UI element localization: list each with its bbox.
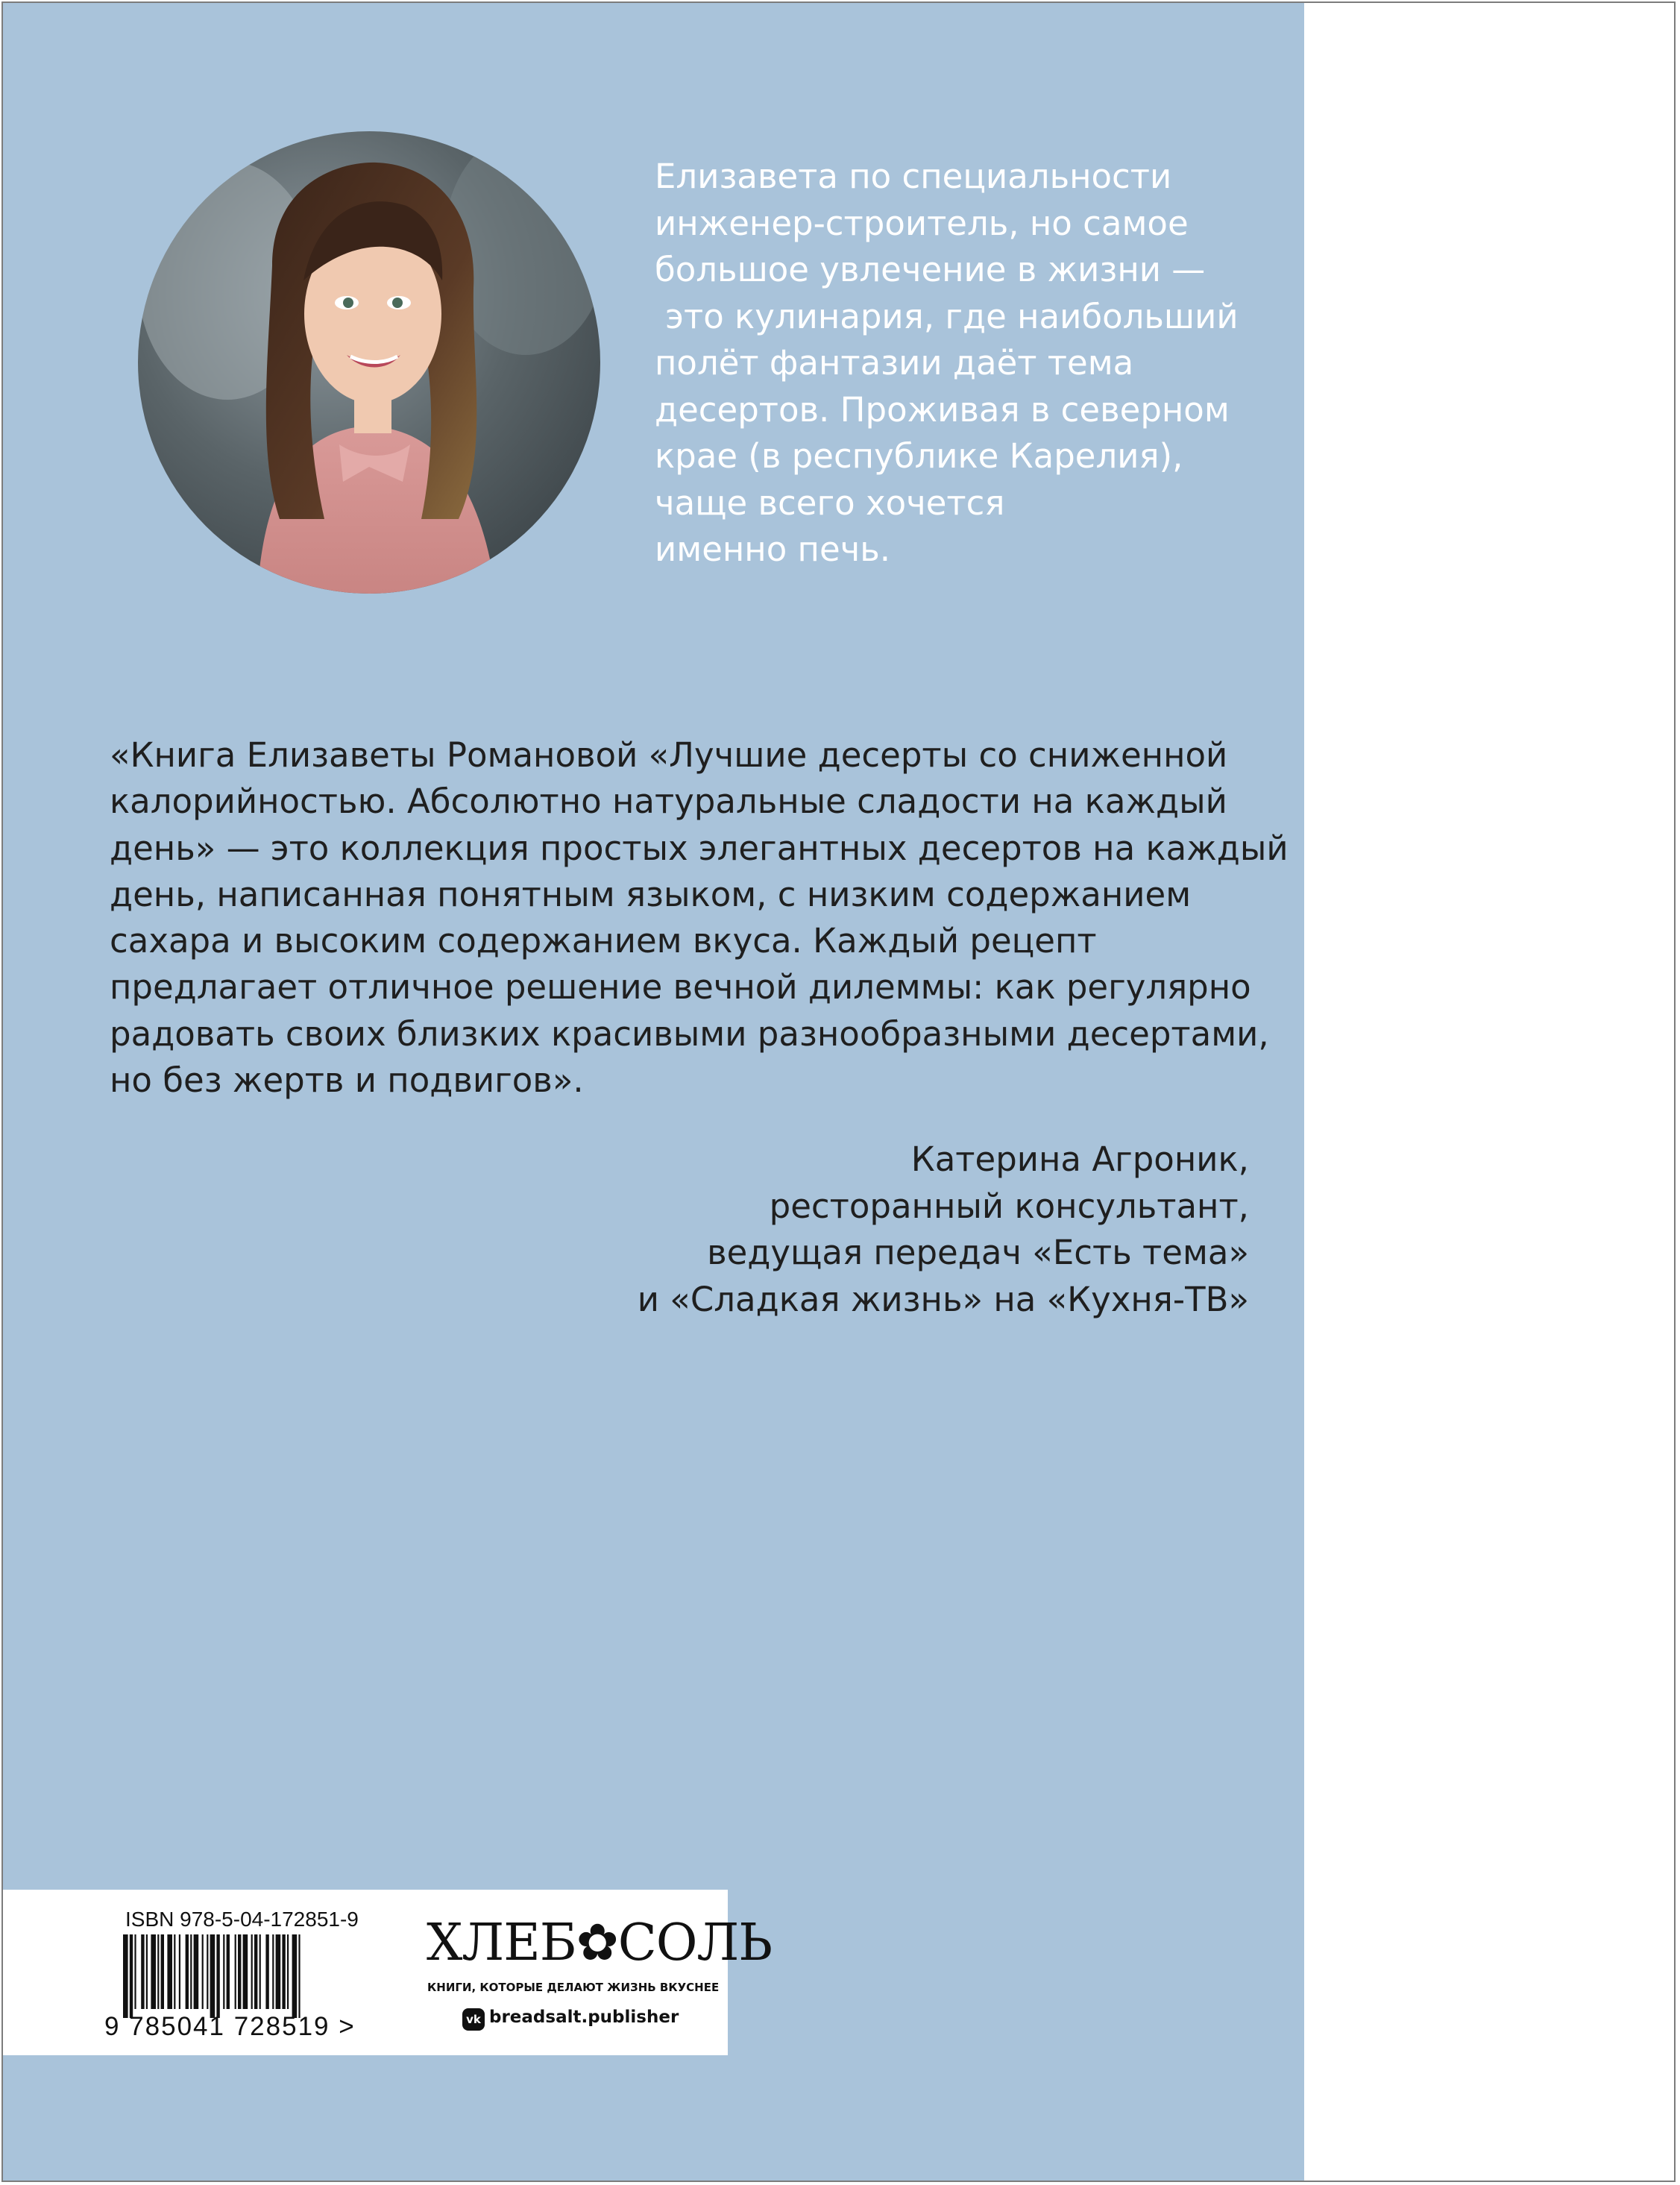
review-quote-line: но без жертв и подвигов». — [110, 1060, 584, 1101]
review-quote-line: «Книга Елизаветы Романовой «Лучшие десерты со сниженной — [110, 735, 1228, 775]
author-bio-line: десертов. Проживая в северном — [655, 389, 1230, 430]
publisher-logo: ХЛЕБ✿СОЛЬ — [427, 1914, 773, 1972]
author-bio-line: это кулинария, где наибольший — [655, 296, 1239, 336]
review-quote-line: предлагает отличное решение вечной дилеммы: как регулярно — [110, 967, 1251, 1007]
review-attribution — [638, 1136, 1249, 1324]
author-bio — [655, 154, 1281, 573]
author-bio-line: инженер-строитель, но самое — [655, 203, 1189, 243]
attribution-line: и «Сладкая жизнь» на «Кухня-ТВ» — [637, 1280, 1249, 1320]
review-quote-line: день, написанная понятным языком, с низким содержанием — [110, 874, 1192, 914]
publisher-tagline: КНИГИ, КОТОРЫЕ ДЕЛАЮТ ЖИЗНЬ ВКУСНЕЕ — [427, 1981, 720, 1994]
author-bio-line: чаще всего хочется — [655, 482, 1005, 523]
isbn-label: ISBN 978-5-04-172851-9 — [125, 1908, 359, 1931]
author-photo — [138, 131, 600, 594]
barcode-digits: 9 785041 728519 > — [104, 2012, 356, 2041]
barcode-icon — [123, 1934, 354, 2018]
review-quote — [110, 732, 1289, 1104]
review-quote-line: калорийностью. Абсолютно натуральные сладости на каждый — [110, 782, 1227, 822]
publisher-social-handle: breadsalt.publisher — [489, 2008, 679, 2027]
review-quote-line: радовать своих близких красивыми разнообразными десертами, — [110, 1013, 1269, 1054]
author-bio-line: крае (в республике Карелия), — [655, 436, 1183, 476]
attribution-line: ведущая передач «Есть тема» — [707, 1233, 1249, 1273]
author-bio-line: большое увлечение в жизни — — [655, 250, 1206, 289]
author-bio-line: Елизавета по специальности — [655, 157, 1172, 196]
author-portrait-image — [138, 131, 600, 594]
vk-icon: vk — [462, 2008, 485, 2031]
review-quote-line: день» — это коллекция простых элегантных десертов на каждый — [110, 828, 1289, 868]
author-bio-line: полёт фантазии даёт тема — [655, 343, 1134, 383]
attribution-line: ресторанный консультант, — [769, 1186, 1249, 1226]
review-quote-line: сахара и высоким содержанием вкуса. Каждый рецепт — [110, 921, 1097, 961]
author-bio-line: именно печь. — [655, 529, 891, 569]
attribution-line: Катерина Агроник, — [910, 1139, 1249, 1179]
